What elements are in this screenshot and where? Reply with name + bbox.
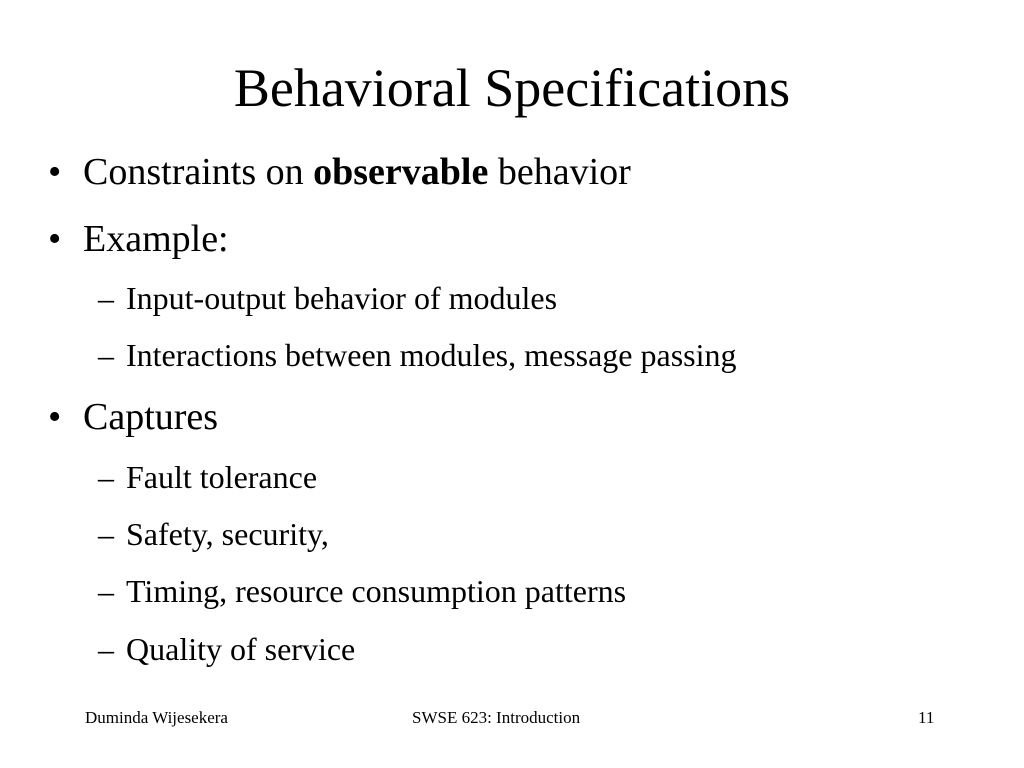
- bullet-text: Example:: [83, 218, 229, 260]
- sub-bullet-marker: –: [98, 516, 114, 552]
- sub-bullet-quality-of-service: [98, 630, 355, 668]
- sub-bullet-marker: –: [98, 337, 114, 373]
- bullet-constraints: [48, 150, 631, 194]
- footer-course: SWSE 623: Introduction: [412, 708, 581, 727]
- sub-bullet-text: Fault tolerance: [126, 459, 318, 495]
- sub-bullet-marker: –: [98, 280, 114, 316]
- sub-bullet-text: Timing, resource consumption patterns: [126, 573, 627, 609]
- bullet-marker: •: [48, 396, 62, 438]
- footer-page-number: 11: [918, 708, 935, 727]
- bullet-bold-text: observable: [313, 151, 489, 193]
- sub-bullet-marker: –: [98, 631, 114, 667]
- sub-bullet-interactions: [98, 336, 737, 374]
- footer-author: Duminda Wijesekera: [85, 708, 228, 727]
- bullet-text: Captures: [83, 396, 219, 438]
- sub-bullet-text: Quality of service: [126, 631, 356, 667]
- sub-bullet-fault-tolerance: [98, 458, 317, 496]
- sub-bullet-text: Safety, security,: [126, 516, 329, 552]
- slide-title: Behavioral Specifications: [233, 58, 791, 118]
- sub-bullet-text: Input-output behavior of modules: [126, 280, 558, 316]
- sub-bullet-timing: [98, 572, 626, 610]
- bullet-text: behavior: [488, 151, 631, 193]
- sub-bullet-safety-security: [98, 515, 329, 553]
- bullet-example: [48, 217, 229, 261]
- bullet-captures: [48, 395, 218, 439]
- bullet-marker: •: [48, 218, 62, 260]
- sub-bullet-text: Interactions between modules, message passing: [126, 337, 737, 373]
- sub-bullet-input-output: [98, 279, 557, 317]
- bullet-text: Constraints on: [83, 151, 314, 193]
- sub-bullet-marker: –: [98, 573, 114, 609]
- bullet-marker: •: [48, 151, 62, 193]
- sub-bullet-marker: –: [98, 459, 114, 495]
